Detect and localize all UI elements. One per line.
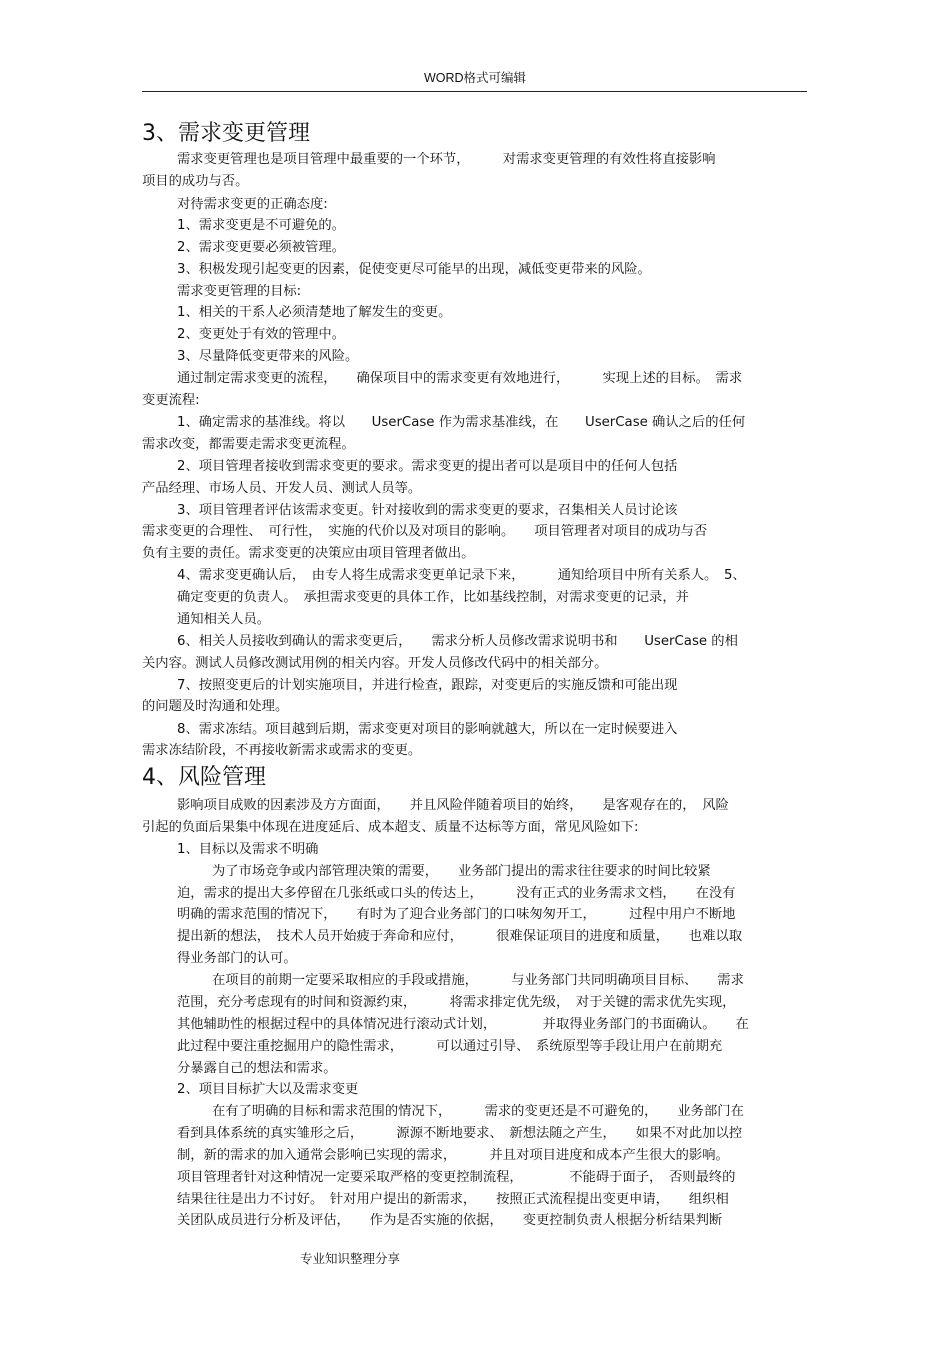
text-line: 负有主要的责任。需求变更的决策应由项目管理者做出。 [142, 546, 475, 561]
text-line: 其他辅助性的根据过程中的具体情况进行滚动式计划， 并取得业务部门的书面确认。 在 [177, 1017, 749, 1032]
text-line: 6、相关人员接收到确认的需求变更后， 需求分析人员修改需求说明书和 UserCase 的相 [177, 634, 738, 649]
text-line: 在有了明确的目标和需求范围的情况下， 需求的变更还是不可避免的， 业务部门在 [212, 1104, 744, 1119]
list-item: 1、相关的干系人必须清楚地了解发生的变更。 [177, 305, 452, 320]
text-line: 需求变更管理也是项目管理中最重要的一个环节， 对需求变更管理的有效性将直接影响 [177, 152, 716, 167]
text-line: 关团队成员进行分析及评估， 作为是否实施的依据， 变更控制负责人根据分析结果判断 [177, 1213, 723, 1228]
text-line: 提出新的想法， 技术人员开始疲于奔命和应付， 很难保证项目的进度和质量， 也难以取 [177, 929, 743, 944]
text-line: 变更流程: [142, 393, 200, 408]
subheading: 1、目标以及需求不明确 [177, 842, 319, 857]
text-line: 范围，充分考虑现有的时间和资源约束， 将需求排定优先级， 对于关键的需求优先实现， [177, 995, 736, 1010]
text-line: 通过制定需求变更的流程， 确保项目中的需求变更有效地进行， 实现上述的目标。 需求 [177, 371, 743, 386]
text-line: 迫，需求的提出大多停留在几张纸或口头的传达上， 没有正式的业务需求文档， 在没有 [177, 886, 736, 901]
text-line: 结果往往是出力不讨好。 针对用户提出的新需求， 按照正式流程提出变更申请， 组织相 [177, 1192, 729, 1207]
page-header: WORD格式可编辑 [423, 71, 527, 85]
text-line: 需求变更管理的目标: [177, 284, 302, 299]
text-line: 3、项目管理者评估该需求变更。针对接收到的需求变更的要求，召集相关人员讨论该 [177, 503, 678, 518]
text-line: 关内容。测试人员修改测试用例的相关内容。开发人员修改代码中的相关部分。 [142, 656, 608, 671]
text-line: 项目管理者针对这种情况一定要采取严格的变更控制流程， 不能碍于面子， 否则最终的 [177, 1170, 736, 1185]
section-heading: 4、风险管理 [142, 765, 266, 790]
text-line: 明确的需求范围的情况下， 有时为了迎合业务部门的口味匆匆开工， 过程中用户不断地 [177, 907, 736, 922]
text-line: 4、需求变更确认后， 由专人将生成需求变更单记录下来， 通知给项目中所有关系人。 5、 [177, 568, 746, 583]
subheading: 2、项目目标扩大以及需求变更 [177, 1082, 359, 1097]
text-line: 项目的成功与否。 [142, 174, 249, 189]
text-line: 的问题及时沟通和处理。 [142, 699, 289, 714]
text-line: 需求冻结阶段，不再接收新需求或需求的变更。 [142, 743, 422, 758]
text-line: 引起的负面后果集中体现在进度延后、成本超支、质量不达标等方面，常见风险如下: [142, 820, 639, 835]
text-line: 在项目的前期一定要采取相应的手段或措施， 与业务部门共同明确项目目标、 需求 [212, 973, 744, 988]
section-heading: 3、需求变更管理 [142, 121, 310, 146]
text-line: 1、确定需求的基准线。将以 UserCase 作为需求基准线，在 UserCase 确认之后的任何 [177, 415, 746, 430]
text-line: 看到具体系统的真实雏形之后， 源源不断地要求、 新想法随之产生， 如果不对此加以控 [177, 1126, 743, 1141]
text-line: 对待需求变更的正确态度: [177, 197, 328, 212]
header-divider [142, 91, 807, 92]
text-line: 分暴露自己的想法和需求。 [177, 1061, 337, 1076]
list-item: 2、需求变更要必须被管理。 [177, 240, 346, 255]
list-item: 3、积极发现引起变更的因素，促使变更尽可能早的出现，减低变更带来的风险。 [177, 262, 651, 277]
list-item: 3、尽量降低变更带来的风险。 [177, 349, 359, 364]
text-line: 制，新的需求的加入通常会影响已实现的需求， 并且对项目进度和成本产生很大的影响。 [177, 1148, 729, 1163]
list-item: 2、变更处于有效的管理中。 [177, 327, 346, 342]
text-line: 7、按照变更后的计划实施项目，并进行检查，跟踪，对变更后的实施反馈和可能出现 [177, 678, 678, 693]
text-line: 2、项目管理者接收到需求变更的要求。需求变更的提出者可以是项目中的任何人包括 [177, 459, 678, 474]
text-line: 产品经理、市场人员、开发人员、测试人员等。 [142, 481, 422, 496]
text-line: 8、需求冻结。项目越到后期，需求变更对项目的影响就越大，所以在一定时候要进入 [177, 722, 678, 737]
text-line: 需求变更的合理性、 可行性， 实施的代价以及对项目的影响。 项目管理者对项目的成功与否 [142, 524, 708, 539]
text-line: 通知相关人员。 [177, 612, 271, 627]
text-line: 此过程中要注重挖掘用户的隐性需求， 可以通过引导、 系统原型等手段让用户在前期充 [177, 1039, 723, 1054]
list-item: 1、需求变更是不可避免的。 [177, 218, 346, 233]
text-line: 为了市场竞争或内部管理决策的需要， 业务部门提出的需求往往要求的时间比较紧 [212, 864, 711, 879]
text-line: 影响项目成败的因素涉及方方面面， 并且风险伴随着项目的始终， 是客观存在的， 风险 [177, 798, 729, 813]
text-line: 得业务部门的认可。 [177, 951, 297, 966]
text-line: 确定变更的负责人。 承担需求变更的具体工作，比如基线控制，对需求变更的记录，并 [177, 590, 689, 605]
text-line: 需求改变，都需要走需求变更流程。 [142, 437, 355, 452]
page-footer: 专业知识整理分享 [300, 1251, 401, 1266]
